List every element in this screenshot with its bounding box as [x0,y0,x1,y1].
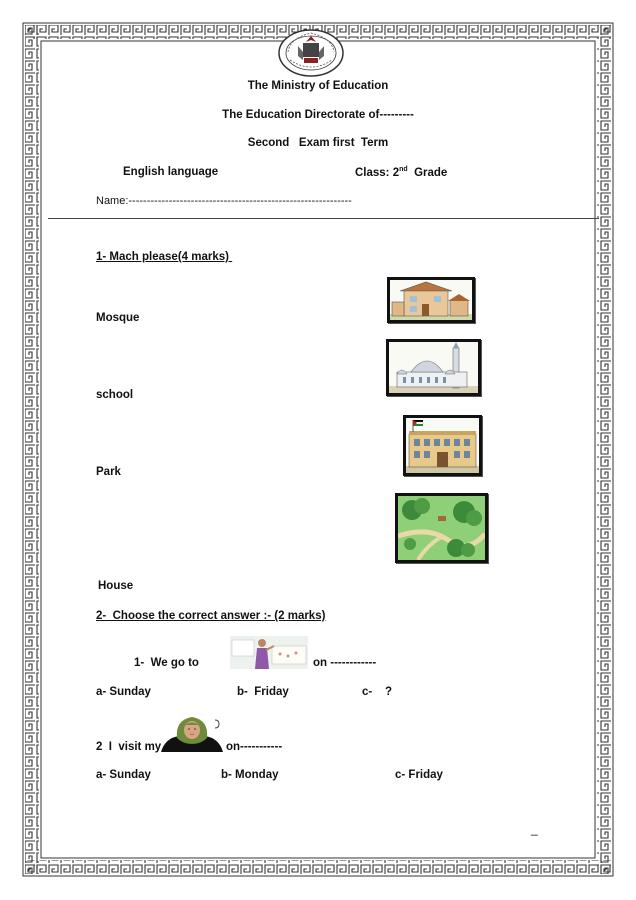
park-picture [395,493,488,563]
directorate-heading: The Education Directorate of--------- [222,109,414,121]
grade-label: Grade [414,166,448,179]
school-illustration-icon [406,418,479,473]
q2-suffix: on----------- [226,741,283,753]
q1-option-c: c- ? [362,686,393,698]
teacher-classroom-icon [230,636,308,669]
q2-prefix: 2 I visit my [96,741,162,753]
word-school: school [96,389,134,401]
q1-option-b: b- Friday [237,686,289,698]
grandmother-picture [161,714,224,752]
q2-option-b: b- Monday [221,769,279,781]
park-illustration-icon [398,496,485,560]
classroom-picture [230,636,308,669]
class-ordinal-suffix: nd [399,166,408,173]
q2-option-c: c- Friday [395,769,443,781]
woman-in-hijab-icon [161,714,224,752]
ministry-seal-logo [276,28,346,78]
exam-heading: Second Exam first Term [247,137,389,149]
footer-dash: _ [531,822,538,836]
q1-suffix: on ------------ [313,657,377,669]
word-mosque: Mosque [96,312,140,324]
word-park: Park [96,466,121,478]
q2-option-a: a- Sunday [96,769,151,781]
subject-label: English language [123,166,219,178]
house-illustration-icon [390,280,472,320]
ministry-heading: The Ministry of Education [247,80,389,92]
house-picture [387,277,475,323]
q1-option-a: a- Sunday [96,686,151,698]
school-picture [403,415,482,476]
header-divider [48,218,599,219]
class-grade-label [355,166,447,179]
class-label: Class: 2 [355,166,400,179]
word-house: House [98,580,134,592]
name-field-line: Name:------------------------------------------------------------- [96,195,352,207]
section2-title: 2- Choose the correct answer :- (2 marks) [96,610,326,622]
mosque-illustration-icon [389,342,478,393]
section1-title: 1- Mach please(4 marks) [96,251,233,263]
q1-prefix: 1- We go to [134,657,199,669]
mosque-picture [386,339,481,396]
